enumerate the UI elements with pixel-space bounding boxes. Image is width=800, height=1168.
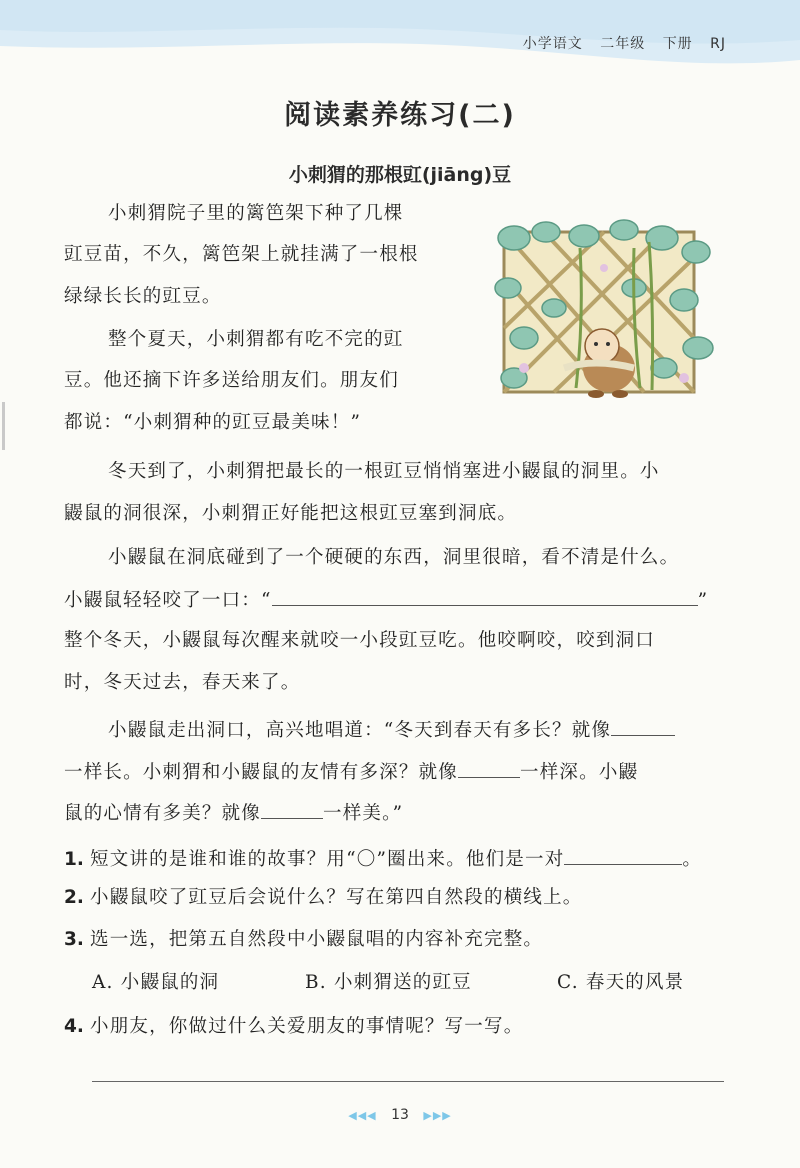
p3-line-1: 冬天到了，小刺猬把最长的一根豇豆悄悄塞进小鼹鼠的洞里。小: [108, 461, 660, 482]
option-b[interactable]: [305, 968, 472, 994]
question-2: [64, 885, 583, 911]
question-4: [64, 1014, 523, 1040]
question-1: [64, 846, 702, 873]
question-1-number: 1.: [64, 849, 84, 870]
page-footer: [0, 1107, 800, 1123]
story-title: 小刺猬的那根豇(jiāng)豆: [288, 164, 512, 186]
p4-line-2-start: 小鼹鼠轻轻咬了一口：“: [64, 590, 272, 611]
p4-line-1: 小鼹鼠在洞底碰到了一个硬硬的东西，洞里很暗，看不清是什么。: [108, 547, 680, 568]
header-volume: 下册: [662, 36, 693, 52]
question-4-text: 小朋友，你做过什么关爱朋友的事情呢？写一写。: [90, 1016, 524, 1037]
page-title: 阅读素养练习(二): [284, 100, 516, 131]
question-1-tail: 。: [682, 849, 703, 870]
question-2-number: 2.: [64, 887, 84, 908]
p1-line-3: 绿绿长长的豇豆。: [64, 286, 222, 307]
edge-mark: [2, 402, 5, 450]
next-arrows-icon: ▶▶▶: [423, 1109, 452, 1122]
option-b-text: 小刺猬送的豇豆: [333, 972, 472, 993]
option-c-label: C.: [557, 972, 579, 993]
p2-line-1: 整个夏天，小刺猬都有吃不完的豇: [108, 329, 404, 350]
p3-line-2: 鼹鼠的洞很深，小刺猬正好能把这根豇豆塞到洞底。: [64, 503, 518, 524]
option-a-label: A.: [92, 972, 114, 993]
header-info: [511, 33, 726, 53]
option-a-text: 小鼹鼠的洞: [120, 972, 220, 993]
p5-line-3-end: 一样美。”: [323, 803, 404, 824]
question-4-number: 4.: [64, 1016, 84, 1037]
question-3-number: 3.: [64, 929, 84, 950]
p5-line-2: [64, 759, 638, 786]
question-2-text: 小鼹鼠咬了豇豆后会说什么？写在第四自然段的横线上。: [90, 887, 583, 908]
hedgehog-trellis-illustration: [484, 218, 732, 414]
answer-blank-quote[interactable]: [272, 587, 698, 606]
option-c[interactable]: [557, 968, 684, 994]
prev-arrows-icon: ◀◀◀: [348, 1109, 377, 1122]
p5-line-3-start: 鼠的心情有多美？就像: [64, 803, 262, 824]
p5-line-2-start: 一样长。小刺猬和小鼹鼠的友情有多深？就像: [64, 762, 459, 783]
question-1-text: 短文讲的是谁和谁的故事？用“〇”圈出来。他们是一对: [90, 849, 565, 870]
option-a[interactable]: [92, 968, 219, 994]
p5-line-1-text: 小鼹鼠走出洞口，高兴地唱道：“冬天到春天有多长？就像: [108, 720, 612, 741]
answer-blank-2[interactable]: [458, 759, 520, 778]
answer-blank-3[interactable]: [261, 800, 323, 819]
header-grade: 二年级: [600, 36, 646, 52]
p1-line-1: 小刺猬院子里的篱笆架下种了几棵: [108, 203, 404, 224]
p1-line-2: 豇豆苗，不久，篱笆架上就挂满了一根根: [64, 244, 419, 265]
p2-line-2: 豆。他还摘下许多送给朋友们。朋友们: [64, 370, 399, 391]
page-number: 13: [391, 1107, 409, 1123]
header-subject: 小学语文: [522, 36, 583, 52]
answer-blank-q1[interactable]: [564, 846, 682, 865]
option-b-label: B.: [305, 972, 327, 993]
question-3: [64, 927, 543, 953]
header-edition: RJ: [710, 36, 726, 52]
option-c-text: 春天的风景: [585, 972, 685, 993]
p4-line-3: 整个冬天，小鼹鼠每次醒来就咬一小段豇豆吃。他咬啊咬，咬到洞口: [64, 630, 656, 651]
question-3-text: 选一选，把第五自然段中小鼹鼠唱的内容补充完整。: [90, 929, 544, 950]
p5-line-3: [64, 800, 403, 827]
p5-line-2-end: 一样深。小鼹: [520, 762, 639, 783]
p4-line-2: [64, 587, 708, 614]
p5-line-1: [108, 717, 675, 744]
p4-line-4: 时，冬天过去，春天来了。: [64, 672, 301, 693]
answer-line-q4[interactable]: [92, 1081, 724, 1082]
p2-line-3: 都说：“小刺猬种的豇豆最美味！”: [64, 412, 362, 433]
answer-blank-1[interactable]: [611, 717, 675, 736]
p4-line-2-end: ”: [697, 590, 709, 611]
